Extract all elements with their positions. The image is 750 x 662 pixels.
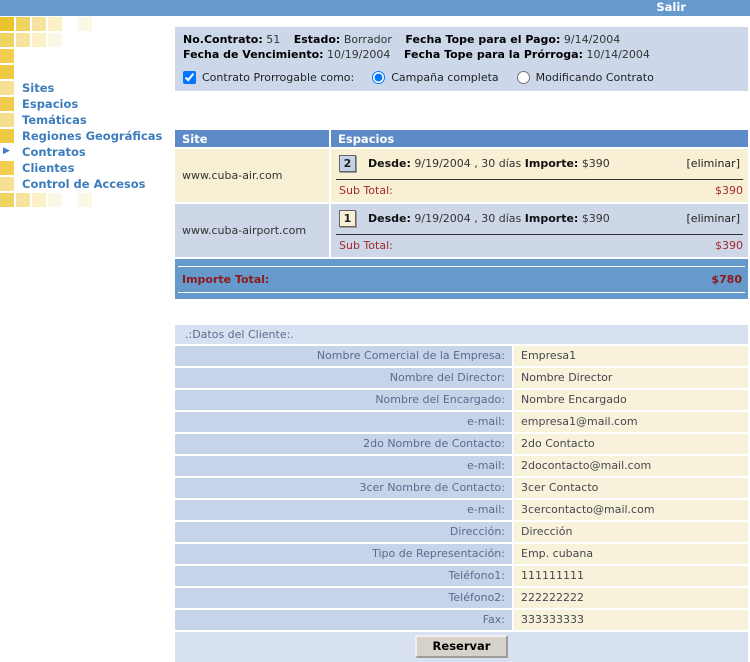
site-column-header: Site: [175, 130, 329, 147]
sidebar-item-sites[interactable]: Sites: [22, 81, 55, 95]
espacio-number-badge: 2: [339, 155, 356, 172]
subtotal-row: [331, 180, 748, 202]
decor-square: [0, 193, 14, 207]
contract-number-label: No.Contrato:: [183, 33, 263, 46]
desde-label: Desde:: [368, 157, 411, 170]
subtotal-value: $390: [715, 239, 743, 252]
contract-line-1: [183, 32, 740, 47]
extension-deadline-label: Fecha Tope para la Prórroga:: [403, 48, 583, 61]
contract-line-2: [183, 47, 740, 62]
client-row: [175, 566, 748, 586]
client-field-label: e-mail:: [175, 412, 512, 432]
subtotal-label: Sub Total:: [339, 239, 393, 252]
modificando-contrato-radio[interactable]: [517, 71, 530, 84]
sites-table: [175, 130, 748, 257]
subtotal-label: Sub Total:: [339, 184, 393, 197]
eliminar-link[interactable]: [eliminar]: [686, 212, 740, 225]
client-field-value: 333333333: [514, 610, 748, 630]
client-field-label: e-mail:: [175, 456, 512, 476]
decor-square: [0, 17, 14, 31]
client-row: [175, 434, 748, 454]
main-content: [175, 16, 748, 662]
decor-square: [0, 113, 14, 127]
client-field-value: 2do Contacto: [514, 434, 748, 454]
site-link[interactable]: www.cuba-airport.com: [182, 224, 307, 237]
reserve-button-row: [175, 632, 748, 662]
payment-deadline-label: Fecha Tope para el Pago:: [405, 33, 561, 46]
payment-deadline-value: 9/14/2004: [563, 33, 621, 46]
importe-total-bar: [175, 259, 748, 299]
sidebar: [0, 0, 175, 642]
logout-link[interactable]: Salir: [656, 0, 686, 14]
client-field-value: 2docontacto@mail.com: [514, 456, 748, 476]
client-field-label: 3cer Nombre de Contacto:: [175, 478, 512, 498]
client-field-value: empresa1@mail.com: [514, 412, 748, 432]
decor-square: [0, 177, 14, 191]
importe-label: Importe:: [524, 212, 579, 225]
importe-total-value: $780: [711, 273, 742, 286]
contract-number-value: 51: [266, 33, 281, 46]
client-field-label: 2do Nombre de Contacto:: [175, 434, 512, 454]
client-field-value: Emp. cubana: [514, 544, 748, 564]
client-row: [175, 478, 748, 498]
sidebar-item-tematicas[interactable]: Temáticas: [22, 113, 87, 127]
contract-info-box: [175, 27, 748, 91]
espacio-number-badge: 1: [339, 210, 356, 227]
table-row-espacios-cell: [331, 204, 748, 257]
client-row: [175, 346, 748, 366]
client-field-label: Nombre del Director:: [175, 368, 512, 388]
extension-deadline-value: 10/14/2004: [586, 48, 650, 61]
desde-label: Desde:: [368, 212, 411, 225]
client-field-value: 3cer Contacto: [514, 478, 748, 498]
prorrogable-checkbox[interactable]: [183, 71, 196, 84]
client-row: [175, 610, 748, 630]
desde-value: 9/19/2004 , 30 días: [414, 212, 522, 225]
decor-square: [0, 129, 14, 143]
client-field-value: 222222222: [514, 588, 748, 608]
sidebar-item-control-de-accesos[interactable]: Control de Accesos: [22, 177, 146, 191]
importe-total-row: [178, 266, 745, 293]
decor-square: [0, 49, 14, 63]
importe-total-label: Importe Total:: [182, 273, 270, 286]
decor-square: [0, 65, 14, 79]
client-data-section: [175, 325, 748, 662]
sidebar-nav: [22, 80, 162, 192]
decor-square: [16, 33, 30, 47]
eliminar-link[interactable]: [eliminar]: [686, 157, 740, 170]
decor-square: [16, 17, 30, 31]
subtotal-row: [331, 235, 748, 257]
decor-square: [78, 193, 92, 207]
modificando-contrato-label: Modificando Contrato: [535, 71, 654, 84]
client-field-label: Fax:: [175, 610, 512, 630]
decor-square: [48, 17, 62, 31]
decor-square: [0, 161, 14, 175]
espacio-item: [331, 204, 748, 229]
client-field-label: Nombre Comercial de la Empresa:: [175, 346, 512, 366]
client-field-value: Nombre Director: [514, 368, 748, 388]
client-row: [175, 522, 748, 542]
decor-square: [16, 193, 30, 207]
campana-completa-label: Campaña completa: [391, 71, 499, 84]
client-row: [175, 500, 748, 520]
expiration-date-value: 10/19/2004: [327, 48, 391, 61]
espacio-detail-text: [368, 212, 687, 225]
client-field-label: Tipo de Representación:: [175, 544, 512, 564]
table-row-espacios-cell: [331, 149, 748, 202]
prorrogable-checkbox-label: Contrato Prorrogable como:: [202, 71, 355, 84]
decor-square: [32, 193, 46, 207]
importe-label: Importe:: [524, 157, 579, 170]
reservar-button[interactable]: Reservar: [415, 635, 509, 658]
desde-value: 9/19/2004 , 30 días: [414, 157, 522, 170]
table-row-site-cell: [175, 149, 329, 202]
subtotal-value: $390: [715, 184, 743, 197]
client-row: [175, 544, 748, 564]
client-field-value: Nombre Encargado: [514, 390, 748, 410]
importe-value: $390: [581, 212, 610, 225]
client-row: [175, 368, 748, 388]
client-field-label: Teléfono1:: [175, 566, 512, 586]
decor-square: [78, 17, 92, 31]
client-field-value: 111111111: [514, 566, 748, 586]
client-row: [175, 412, 748, 432]
client-field-label: Nombre del Encargado:: [175, 390, 512, 410]
sidebar-item-espacios[interactable]: Espacios: [22, 97, 79, 111]
campana-completa-radio[interactable]: [372, 71, 385, 84]
contract-state-value: Borrador: [343, 33, 392, 46]
importe-value: $390: [581, 157, 610, 170]
sidebar-item-clientes[interactable]: Clientes: [22, 161, 75, 175]
espacios-column-header: Espacios: [331, 130, 748, 147]
client-field-value: Dirección: [514, 522, 748, 542]
client-row: [175, 390, 748, 410]
sidebar-item-contratos[interactable]: Contratos: [22, 145, 86, 159]
site-link[interactable]: www.cuba-air.com: [182, 169, 283, 182]
active-item-arrow-icon: ▶: [3, 146, 10, 156]
decor-square: [0, 97, 14, 111]
extension-options-row: [183, 71, 740, 84]
client-field-value: 3cercontacto@mail.com: [514, 500, 748, 520]
client-field-value: Empresa1: [514, 346, 748, 366]
table-row-site-cell: [175, 204, 329, 257]
contract-state-label: Estado:: [293, 33, 341, 46]
client-row: [175, 456, 748, 476]
expiration-date-label: Fecha de Vencimiento:: [183, 48, 324, 61]
decor-square: [0, 81, 14, 95]
client-section-title: .:Datos del Cliente:.: [175, 325, 748, 344]
decor-square: [32, 33, 46, 47]
client-field-label: Dirección:: [175, 522, 512, 542]
espacio-detail-text: [368, 157, 687, 170]
client-field-label: Teléfono2:: [175, 588, 512, 608]
espacio-item: [331, 149, 748, 174]
decor-square: [0, 33, 14, 47]
sidebar-item-regiones-geograficas[interactable]: Regiones Geográficas: [22, 129, 163, 143]
client-field-label: e-mail:: [175, 500, 512, 520]
decor-square: [32, 17, 46, 31]
decor-square: [48, 193, 62, 207]
decor-square: [48, 33, 62, 47]
client-row: [175, 588, 748, 608]
